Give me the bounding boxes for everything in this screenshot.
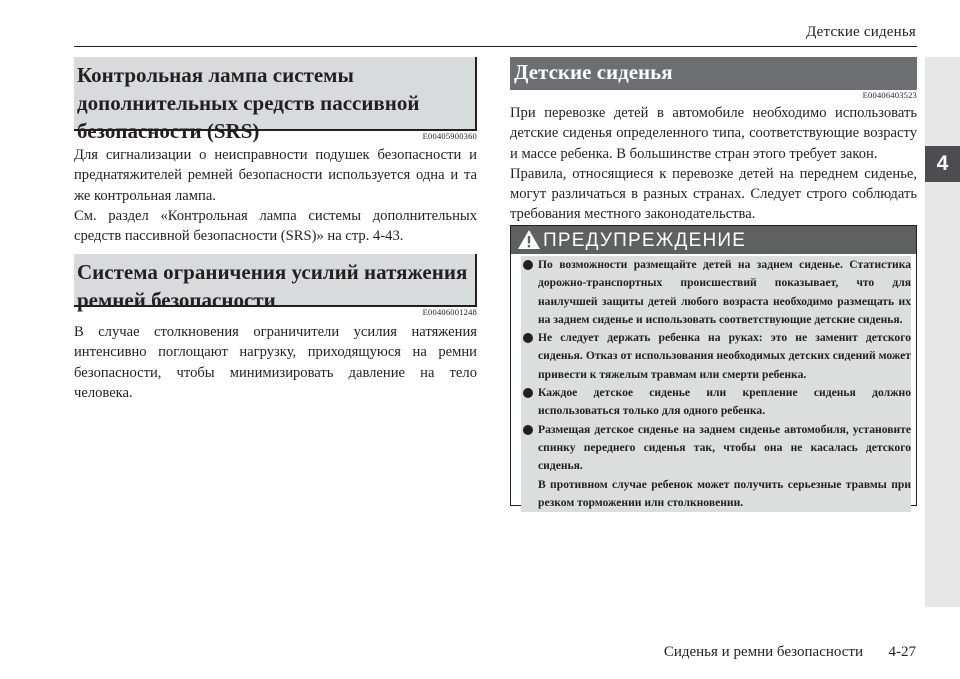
footer-section-name: Сиденья и ремни безопасности: [663, 644, 863, 660]
chapter-tab[interactable]: 4: [925, 146, 960, 182]
warning-item: [521, 256, 911, 329]
bullet-icon: [523, 260, 533, 270]
child-seats-paragraph-1: При перевозке детей в автомобиле необходимо использовать детские сиденья определенного типа, соответствующие возрасту и массе ребенка. В большинстве стран этого требует закон.: [510, 105, 917, 162]
child-seats-section-body: [510, 103, 917, 225]
bullet-icon: [523, 333, 533, 343]
warning-triangle-icon: [517, 229, 541, 250]
warning-title: ПРЕДУПРЕЖДЕНИЕ: [543, 230, 747, 251]
srs-title-line-3: безопасности (SRS): [77, 119, 260, 143]
bullet-icon: [523, 425, 533, 435]
limiter-section-code: E00406001248: [422, 307, 477, 317]
warning-item-text: Каждое детское сиденье или крепление сиденья должно использоваться только для одного ребенка.: [538, 386, 911, 418]
warning-item-text: Не следует держать ребенка на руках: это не заменит детского сиденья. Отказ от использования необходимых детских сидений может привести к тяжелым травмам или смерти ребенка.: [538, 331, 911, 381]
header-rule: [74, 46, 917, 47]
srs-paragraph-2: См. раздел «Контрольная лампа системы дополнительных средств пассивной безопасности (SRS)» на стр. 4-43.: [74, 207, 477, 245]
warning-body: [521, 256, 911, 512]
srs-section-body: [74, 145, 477, 246]
child-seats-paragraph-2: Правила, относящиеся к перевозке детей на переднем сиденье, могут различаться в разных странах. Следует строго соблюдать требования местного законодательства.: [510, 165, 917, 223]
limiter-title-line-1: Система ограничения усилий натяжения: [77, 260, 468, 284]
warning-item: [521, 329, 911, 384]
warning-item: [521, 384, 911, 421]
limiter-paragraph-1: В случае столкновения ограничители усилия натяжения интенсивно поглощают нагрузку, приходящуюся на ремни безопасности, чтобы минимизировать давление на тело человека.: [74, 324, 477, 401]
srs-paragraph-1: Для сигнализации о неисправности подушек безопасности и преднатяжителей ремней безопасности используется одна и та же контрольная лампа.: [74, 147, 477, 204]
warning-header: [511, 226, 916, 254]
limiter-title-line-2: ремней безопасности: [77, 288, 276, 312]
warning-item: [521, 421, 911, 512]
side-strip: [925, 57, 960, 607]
page-number: 4-27: [888, 644, 916, 660]
srs-section-code: E00405900360: [422, 131, 477, 141]
warning-item-text: Размещая детское сиденье на заднем сиденье автомобиля, установите спинку переднего сиденья так, чтобы она не касалась детского сиденья.: [538, 422, 911, 473]
bullet-icon: [523, 388, 533, 398]
running-footer: [664, 644, 916, 661]
warning-item-extra-text: В противном случае ребенок может получить серьезные травмы при резком торможении или столкновении.: [538, 477, 911, 509]
child-seats-section-code: E00406403523: [862, 90, 917, 100]
child-seats-section-heading: [510, 57, 917, 90]
srs-title-line-1: Контрольная лампа системы: [77, 63, 354, 87]
running-header: Детские сиденья: [806, 24, 916, 40]
child-seats-title: Детские сиденья: [514, 60, 673, 84]
warning-item-text: По возможности размещайте детей на заднем сиденье. Статистика дорожно-транспортных происшествий показывает, что для наилучшей защиты детей любого возраста необходимо размещать их на заднем сиденье и использовать соответствующие детские сиденья.: [538, 258, 911, 326]
limiter-section-body: [74, 322, 477, 403]
warning-box: [510, 225, 917, 509]
srs-title-line-2: дополнительных средств пассивной: [77, 91, 420, 115]
